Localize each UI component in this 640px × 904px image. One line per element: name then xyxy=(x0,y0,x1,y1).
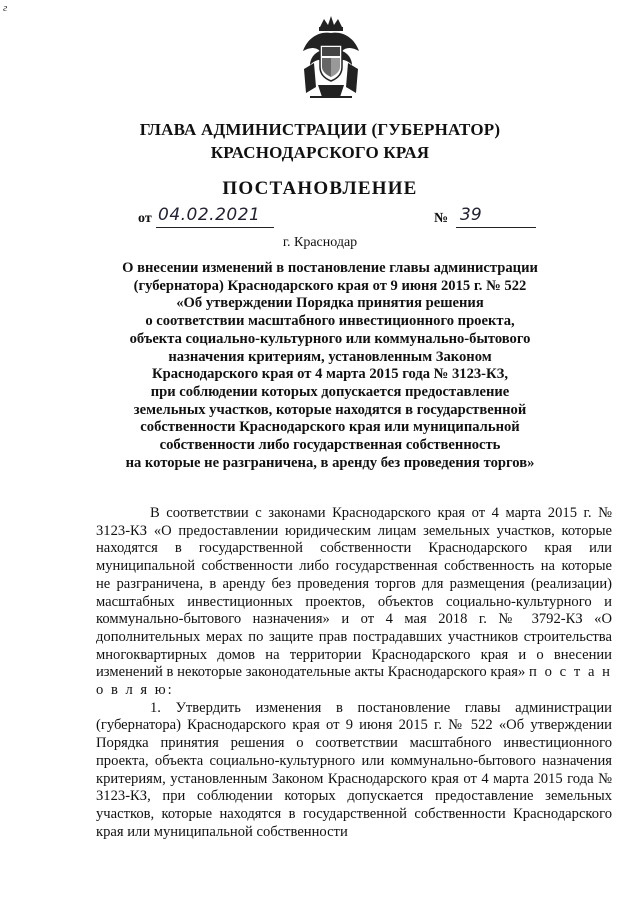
paragraph-1-text: В соответствии с законами Краснодарского края от 4 марта 2015 г. № 3123-КЗ «О предоставлении юридическим лицам земельных участков, которые находятся в государственной собственности Краснодарского края или муниципальной собственности либо государственная собственность на которые не разграничена, в аренду без проведения торгов для размещения (реализации) масштабных инвестиционных проектов, объектов социально-культурного и коммунально-бытового назначения» и от 4 мая 2018 г. № 3792-КЗ «О дополнительных мерах по защите прав пострадавших участников строительства многоквартирных домов на территории Краснодарского края и о внесении изменений в некоторые законодательные акты Краснодарского края» xyxy=(96,505,612,681)
corner-mark: г xyxy=(3,2,8,14)
city-name: г. Краснодар xyxy=(282,235,358,250)
subject-line: назначения критериям, установленным Законом xyxy=(168,348,492,365)
resolution-word: п о с т а н о в л я ю: xyxy=(96,664,612,699)
date-prefix: от xyxy=(138,211,152,226)
subject-line: (губернатора) Краснодарского края от 9 июня 2015 г. № 522 xyxy=(133,277,527,294)
subject-line: земельных участков, которые находятся в государственной xyxy=(133,401,527,418)
number-prefix: № xyxy=(434,211,449,226)
subject-line: о соответствии масштабного инвестиционного проекта, xyxy=(145,313,515,330)
document-subject xyxy=(100,260,560,472)
subject-line: объекта социально-культурного или коммунально-бытового xyxy=(129,330,531,347)
subject-line: при соблюдении которых допускается предоставление xyxy=(150,383,510,400)
subject-line: на которые не разграничена, в аренду без проведения торгов» xyxy=(125,454,535,471)
header-line-2: КРАСНОДАРСКОГО КРАЯ xyxy=(210,143,430,162)
header-line-1: ГЛАВА АДМИНИСТРАЦИИ (ГУБЕРНАТОР) xyxy=(139,120,501,139)
subject-line: Краснодарского края от 4 марта 2015 года № 3123-КЗ, xyxy=(152,366,508,383)
number-underline xyxy=(456,227,536,228)
document-type-title: ПОСТАНОВЛЕНИЕ xyxy=(222,178,418,199)
date-number-row xyxy=(110,205,540,231)
document-body xyxy=(96,505,612,841)
coat-of-arms-emblem xyxy=(298,13,364,101)
date-underline xyxy=(156,227,274,228)
handwritten-date: 04.02.2021 xyxy=(158,205,261,225)
subject-line: О внесении изменений в постановление главы администрации xyxy=(122,260,538,276)
subject-line: собственности Краснодарского края или муниципальной xyxy=(140,419,520,436)
body-paragraph-1 xyxy=(96,505,612,700)
body-paragraph-2: 1. Утвердить изменения в постановление главы администрации (губернатора) Краснодарского края от 9 июня 2015 г. № 522 «Об утверждении Порядка принятия решения о соответствии масштабного инвестиционного проекта, объекта социально-культурного или коммунально-бытового назначения критериям, установленным Законом Краснодарского края от 4 марта 2015 года № 3123-КЗ, при соблюдении которых допускается предоставление земельных участков, которые находятся в государственной собственности Краснодарского края или муниципальной собственности xyxy=(96,699,612,840)
subject-line: «Об утверждении Порядка принятия решения xyxy=(176,295,484,312)
subject-line: собственности либо государственная собственность xyxy=(159,437,501,454)
handwritten-number: 39 xyxy=(460,205,482,225)
